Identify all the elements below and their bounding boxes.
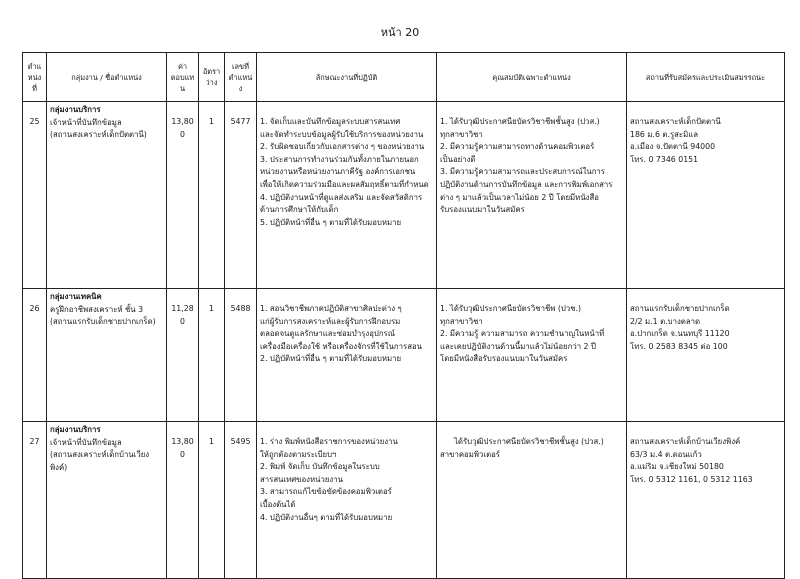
qualification-line: ทุกสาขาวิชา xyxy=(440,129,483,139)
duty-line: เบื้องต้นได้ xyxy=(260,499,296,509)
qualification-line: และเคยปฏิบัติงานด้านนี้มาแล้วไม่น้อยกว่า 2 ปี xyxy=(440,341,596,351)
duty-line: 5. ปฏิบัติหน้าที่อื่น ๆ ตามที่ได้รับมอบหมาย xyxy=(260,217,402,227)
row-duties xyxy=(257,422,437,579)
duty-line: สารสนเทศของหน่วยงาน xyxy=(260,474,343,484)
row-unit: (สถานแรกรับเด็กชายปากเกร็ด) xyxy=(50,317,156,327)
positions-table xyxy=(22,52,785,579)
row-group: กลุ่มงานบริการ xyxy=(50,425,101,434)
duty-line: 1. สอนวิชาชีพภาคปฏิบัติสาขาศิลปะต่าง ๆ xyxy=(260,304,402,313)
row-place xyxy=(627,422,785,579)
duty-line: 1. ร่าง พิมพ์หนังสือราชการของหน่วยงาน xyxy=(260,437,398,446)
duty-line: ด้านการศึกษาให้กับเด็ก xyxy=(260,205,339,215)
qualification-line: ต่าง ๆ มาแล้วเป็นเวลาไม่น้อย 2 ปี โดยมีหนังสือ xyxy=(440,192,599,202)
place-line: อ.ปากเกร็ด จ.นนทบุรี 11120 xyxy=(630,329,730,339)
table-row xyxy=(23,289,785,422)
duty-line: เครื่องมือเครื่องใช้ หรือเครื่องจักรที่ใช้ในการสอน xyxy=(260,341,422,351)
duty-line: 4. ปฏิบัติงานหน้าที่ดูแลส่งเสริม และจัดสวัสดิการ xyxy=(260,192,423,202)
duty-line: แก่ผู้รับการสงเคราะห์และผู้รับการฝึกอบรม xyxy=(260,316,401,326)
row-group: กลุ่มงานเทคนิค xyxy=(50,292,102,301)
row-qualifications xyxy=(437,422,627,579)
row-unit-cell xyxy=(47,102,167,289)
place-line: สถานแรกรับเด็กชายปากเกร็ด xyxy=(630,304,730,313)
place-line: สถานสงเคราะห์เด็กปัตตานี xyxy=(630,117,721,126)
duty-line: ตลอดจนดูแลรักษาและซ่อมบำรุงอุปกรณ์ xyxy=(260,329,395,339)
duty-line: ให้ถูกต้องตามระเบียบฯ xyxy=(260,449,337,459)
row-position-no: 5495 xyxy=(225,422,257,579)
duty-line: 3. ประสานการทำงานร่วมกันทั้งภายในภายนอก xyxy=(260,154,419,164)
qualification-line: 3. มีความรู้ความสามารถและประสบการณ์ในการ xyxy=(440,167,605,177)
row-title: เจ้าหน้าที่บันทึกข้อมูล xyxy=(50,437,122,447)
header-duties: ลักษณะงานที่ปฏิบัติ xyxy=(257,53,437,102)
duty-line: 2. พิมพ์ จัดเก็บ บันทึกข้อมูลในระบบ xyxy=(260,462,380,472)
row-position-no: 5477 xyxy=(225,102,257,289)
row-unit: (สถานสงเคราะห์เด็กปัตตานี) xyxy=(50,130,147,140)
qualification-line: 1. ได้รับวุฒิประกาศนียบัตรวิชาชีพชั้นสูง (ปวส.) xyxy=(440,117,600,126)
place-line: อ.แม่ริม จ.เชียงใหม่ 50180 xyxy=(630,462,724,472)
row-unit-cell xyxy=(47,422,167,579)
qualification-line: 1. ได้รับวุฒิประกาศนียบัตรวิชาชีพ (ปวช.) xyxy=(440,304,582,313)
duty-line: 1. จัดเก็บและบันทึกข้อมูลระบบสารสนเทศ xyxy=(260,117,401,126)
place-line: 63/3 ม.4 ต.ดอนแก้ว xyxy=(630,449,702,459)
header-rate: อัตราว่าง xyxy=(199,53,225,102)
row-duties xyxy=(257,102,437,289)
header-place: สถานที่รับสมัครและประเมินสมรรถนะ xyxy=(627,53,785,102)
row-salary: 13,800 xyxy=(167,102,199,289)
place-line: โทร. 0 2583 8345 ต่อ 100 xyxy=(630,341,728,351)
row-title: เจ้าหน้าที่บันทึกข้อมูล xyxy=(50,117,122,127)
row-rate: 1 xyxy=(199,289,225,422)
duty-line: 2. ปฏิบัติหน้าที่อื่น ๆ ตามที่ได้รับมอบหมาย xyxy=(260,354,402,364)
table-header-row xyxy=(23,53,785,102)
row-place xyxy=(627,102,785,289)
row-unit-cell xyxy=(47,289,167,422)
place-line: 2/2 ม.1 ต.บางตลาด xyxy=(630,316,701,326)
qualification-line: โดยมีหนังสือรับรองแนบมาในวันสมัคร xyxy=(440,354,568,364)
place-line: โทร. 0 7346 0151 xyxy=(630,154,699,164)
row-no: 27 xyxy=(23,422,47,579)
row-position-no: 5488 xyxy=(225,289,257,422)
place-line: โทร. 0 5312 1161, 0 5312 1163 xyxy=(630,474,753,484)
duty-line: เพื่อให้เกิดความร่วมมือและผลสัมฤทธิ์ตามที่กำหนด xyxy=(260,179,429,189)
row-qualifications xyxy=(437,289,627,422)
table-row xyxy=(23,102,785,289)
header-salary: ค่าตอบแทน xyxy=(167,53,199,102)
duty-line: 2. รับผิดชอบเกี่ยวกับเอกสารต่าง ๆ ของหน่วยงาน xyxy=(260,142,425,152)
row-rate: 1 xyxy=(199,102,225,289)
qualification-line: 2. มีความรู้ ความสามารถ ความชำนาญในหน้าที่ xyxy=(440,329,605,339)
row-salary: 11,280 xyxy=(167,289,199,422)
qualification-line: สาขาคอมพิวเตอร์ xyxy=(440,449,500,459)
qualification-line: เป็นอย่างดี xyxy=(440,154,476,164)
table-row xyxy=(23,422,785,579)
place-line: สถานสงเคราะห์เด็กบ้านเวียงพิงค์ xyxy=(630,437,741,446)
row-no: 25 xyxy=(23,102,47,289)
qualification-line: รับรองแนบมาในวันสมัคร xyxy=(440,205,525,215)
duty-line: หน่วยงานหรือหน่วยงานภาคีรัฐ องค์การเอกชน xyxy=(260,167,416,177)
place-line: อ.เมือง จ.ปัตตานี 94000 xyxy=(630,142,716,152)
duty-line: 4. ปฏิบัติงานอื่นๆ ตามที่ได้รับมอบหมาย xyxy=(260,512,393,522)
row-salary: 13,800 xyxy=(167,422,199,579)
header-qualifications: คุณสมบัติเฉพาะตำแหน่ง xyxy=(437,53,627,102)
header-no: ตำแหน่งที่ xyxy=(23,53,47,102)
qualification-line: ทุกสาขาวิชา xyxy=(440,316,483,326)
row-qualifications xyxy=(437,102,627,289)
row-title: ครูฝึกอาชีพสงเคราะห์ ชั้น 3 xyxy=(50,304,144,314)
qualification-line: ปฏิบัติงานด้านการบันทึกข้อมูล และการพิมพ์เอกสาร xyxy=(440,179,613,189)
header-position-no: เลขที่ตำแหน่ง xyxy=(225,53,257,102)
row-no: 26 xyxy=(23,289,47,422)
qualification-line: 2. มีความรู้ความสามารถทางด้านคอมพิวเตอร์ xyxy=(440,142,595,152)
row-place xyxy=(627,289,785,422)
row-rate: 1 xyxy=(199,422,225,579)
header-unit: กลุ่มงาน / ชื่อตำแหน่ง xyxy=(47,53,167,102)
place-line: 186 ม.6 ต.รูสะมิแล xyxy=(630,129,699,139)
row-unit: (สถานสงเคราะห์เด็กบ้านเวียงพิงค์) xyxy=(50,450,150,472)
row-group: กลุ่มงานบริการ xyxy=(50,105,101,114)
row-duties xyxy=(257,289,437,422)
page-number: หน้า 20 xyxy=(380,26,420,39)
duty-line: และจัดทำระบบข้อมูลผู้รับใช้บริการของหน่วยงาน xyxy=(260,129,424,139)
qualification-line: ได้รับวุฒิประกาศนียบัตรวิชาชีพชั้นสูง (ปวส.) xyxy=(454,437,604,446)
duty-line: 3. สามารถแก้ไขข้อขัดข้องคอมพิวเตอร์ xyxy=(260,487,392,497)
